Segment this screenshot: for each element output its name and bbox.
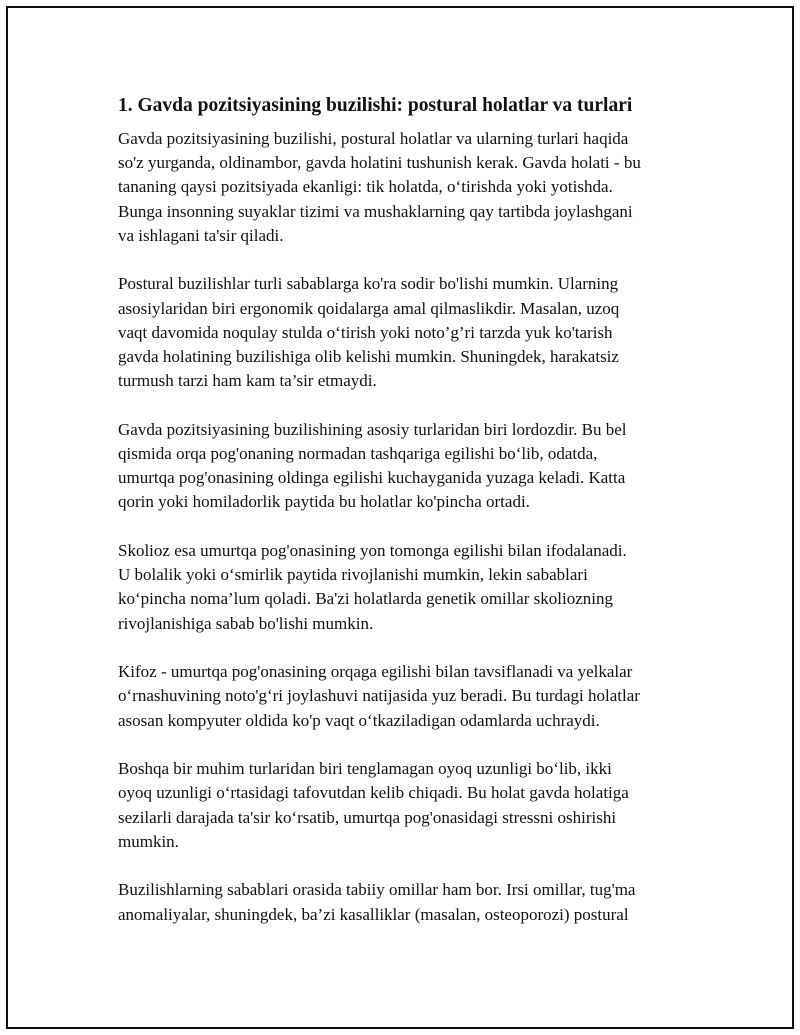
text-line: qismida orqa pog'onaning normadan tashqariga egilishi bo‘lib, odatda, <box>118 444 598 464</box>
paragraph-kyphosis <box>118 660 718 733</box>
text-line: umurtqa pog'onasining oldinga egilishi kuchayganida yuzaga keladi. Katta <box>118 468 626 488</box>
text-line: va ishlagani ta'sir qiladi. <box>118 225 284 245</box>
paragraph-leg-length <box>118 757 718 854</box>
text-line: Kifoz - umurtqa pog'onasining orqaga egilishi bilan tavsiflanadi va yelkalar <box>118 662 633 682</box>
text-line: Gavda pozitsiyasining buzilishi, postural holatlar va ularning turlari haqida <box>118 129 629 148</box>
text-line: sezilarli darajada ta'sir ko‘rsatib, umurtqa pog'onasidagi stressni oshirishi <box>118 807 617 827</box>
text-line: asosan kompyuter oldida ko'p vaqt o‘tkaziladigan odamlarda uchraydi. <box>118 710 600 730</box>
text-line: Boshqa bir muhim turlaridan biri tenglamagan oyoq uzunligi bo‘lib, ikki <box>118 759 612 779</box>
text-line: Skolioz esa umurtqa pog'onasining yon tomonga egilishi bilan ifodalanadi. <box>118 541 627 561</box>
text-line: rivojlanishiga sabab bo'lishi mumkin. <box>118 613 374 633</box>
paragraph-postural-causes <box>118 272 718 393</box>
paragraph-posture-definition <box>118 127 718 248</box>
paragraph-lordosis <box>118 418 718 515</box>
document-title: 1. Gavda pozitsiyasining buzilishi: postural holatlar va turlari <box>118 95 633 116</box>
text-line: anomaliyalar, shuningdek, ba’zi kasalliklar (masalan, osteoporozi) postural <box>118 904 629 924</box>
text-line: oyoq uzunligi o‘rtasidagi tafovutdan kelib chiqadi. Bu holat gavda holatiga <box>118 783 629 803</box>
document-body <box>118 92 718 951</box>
text-line: Postural buzilishlar turli sabablarga ko'ra sodir bo'lishi mumkin. Ularning <box>118 274 619 294</box>
text-line: gavda holatining buzilishiga olib kelishi mumkin. Shuningdek, harakatsiz <box>118 347 619 367</box>
text-line: vaqt davomida noqulay stulda o‘tirish yoki noto’g’ri tarzda yuk ko'tarish <box>118 322 613 342</box>
text-line: Bunga insonning suyaklar tizimi va mushaklarning qay tartibda joylashgani <box>118 201 633 221</box>
paragraph-scoliosis <box>118 539 718 636</box>
text-line: qorin yoki homiladorlik paytida bu holatlar ko'pincha ortadi. <box>118 492 530 512</box>
text-line: o‘rnashuvining noto'g‘ri joylashuvi natijasida yuz beradi. Bu turdagi holatlar <box>118 686 640 706</box>
text-line: U bolalik yoki o‘smirlik paytida rivojlanishi mumkin, lekin sabablari <box>118 565 588 585</box>
text-line: Buzilishlarning sabablari orasida tabiiy omillar ham bor. Irsi omillar, tug'ma <box>118 880 636 900</box>
text-line: turmush tarzi ham kam ta’sir etmaydi. <box>118 371 377 391</box>
text-line: asosiylaridan biri ergonomik qoidalarga amal qilmaslikdir. Masalan, uzoq <box>118 298 620 318</box>
text-line: mumkin. <box>118 831 179 851</box>
paragraph-natural-factors <box>118 878 718 926</box>
text-line: Gavda pozitsiyasining buzilishining asosiy turlaridan biri lordozdir. Bu bel <box>118 419 627 439</box>
text-line: tananing qaysi pozitsiyada ekanligi: tik holatda, o‘tirishda yoki yotishda. <box>118 177 613 197</box>
text-line: ko‘pincha noma’lum qoladi. Ba'zi holatlarda genetik omillar skoliozning <box>118 589 613 609</box>
text-line: so'z yurganda, oldinambor, gavda holatini tushunish kerak. Gavda holati - bu <box>118 153 641 173</box>
